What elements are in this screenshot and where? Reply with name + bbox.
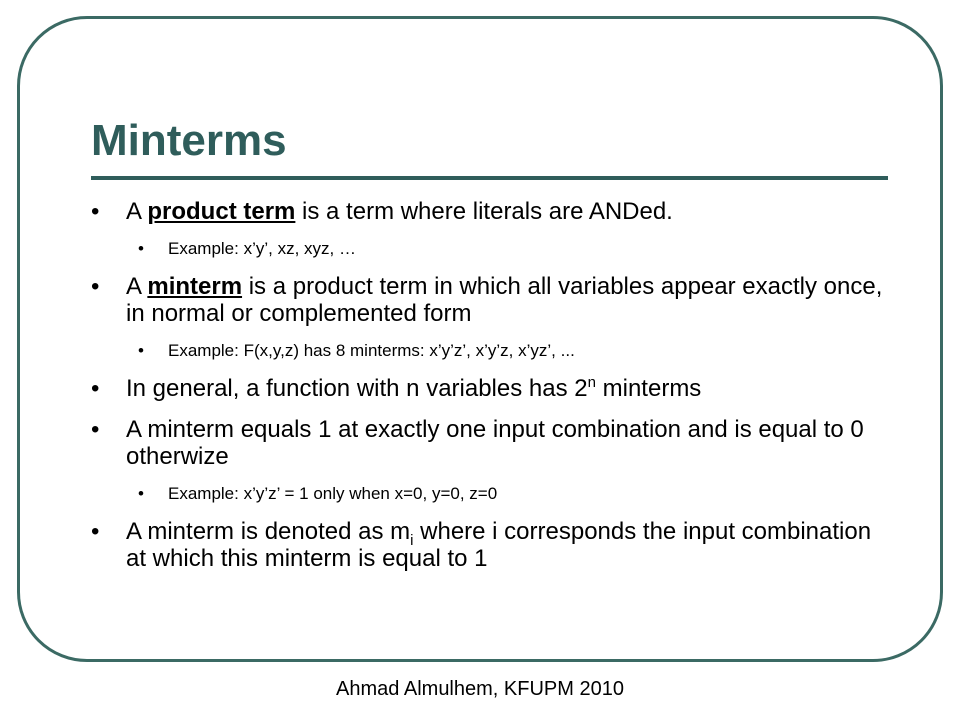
bullet-text: minterms (595, 375, 702, 402)
bullet-icon: • (91, 273, 100, 300)
bullet-minterm-equals-one (91, 416, 891, 470)
term-highlight: product term (147, 198, 296, 225)
slide-footer: Ahmad Almulhem, KFUPM 2010 (336, 678, 624, 700)
bullet-icon: • (91, 416, 100, 443)
slide-title: Minterms (91, 116, 287, 165)
bullet-icon: • (138, 484, 144, 503)
slide-content (91, 198, 891, 586)
bullet-text: A (126, 273, 148, 300)
bullet-minterm-count (91, 375, 891, 402)
bullet-text: Example: x’y’z’ = 1 only when x=0, y=0, z=0 (168, 484, 498, 503)
bullet-text: is a product term in which all variables appear exactly once, in normal or complemented form (126, 273, 883, 327)
bullet-text: A minterm is denoted as m (126, 518, 411, 545)
term-highlight: minterm (147, 273, 243, 300)
bullet-minterm-notation (91, 518, 891, 572)
bullet-text: A (126, 198, 148, 225)
bullet-text: where i corresponds the input combination at which this minterm is equal to 1 (126, 518, 872, 572)
bullet-icon: • (138, 341, 144, 360)
bullet-text: Example: F(x,y,z) has 8 minterms: x’y’z’, x’y’z, x’yz’, ... (168, 341, 575, 360)
sub-bullet-example-evaluation (91, 484, 891, 504)
bullet-icon: • (91, 375, 100, 402)
bullet-text: is a term where literals are ANDed. (295, 198, 673, 225)
bullet-text: Example: x’y’, xz, xyz, … (168, 239, 356, 258)
bullet-text: A minterm equals 1 at exactly one input combination and is equal to 0 otherwize (126, 416, 864, 470)
bullet-text: In general, a function with n variables has 2 (126, 375, 588, 402)
sub-bullet-example-product (91, 239, 891, 259)
sub-bullet-example-minterms (91, 341, 891, 361)
title-underline (91, 176, 888, 180)
bullet-icon: • (138, 239, 144, 258)
subscript: i (410, 531, 414, 549)
bullet-minterm-definition (91, 273, 891, 327)
bullet-product-term (91, 198, 891, 225)
superscript: n (587, 374, 596, 391)
bullet-icon: • (91, 518, 100, 545)
bullet-icon: • (91, 198, 100, 225)
